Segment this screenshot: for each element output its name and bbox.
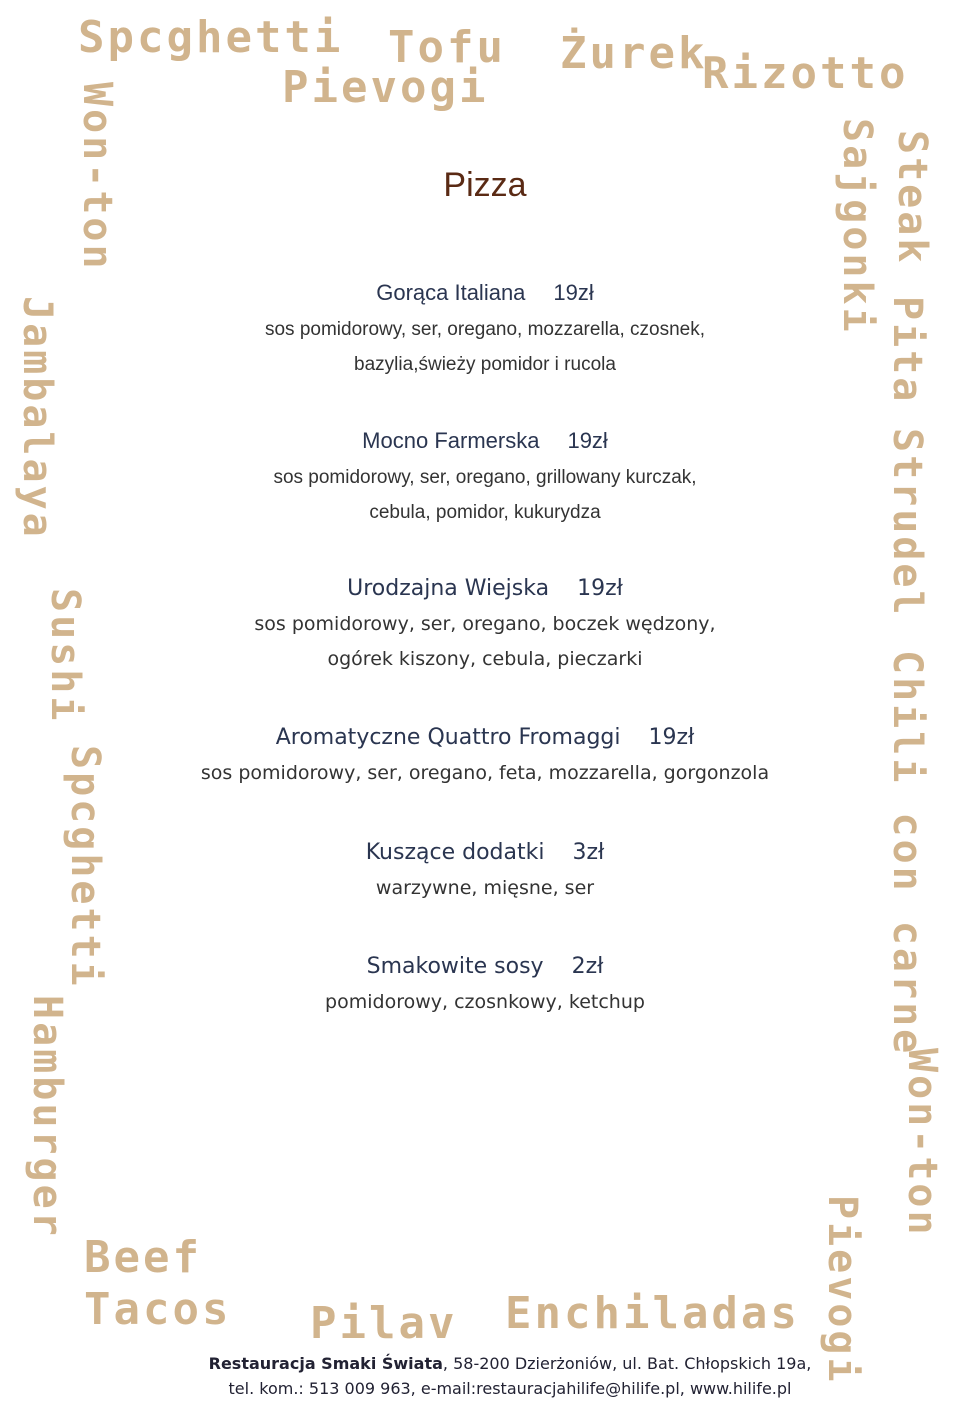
footer [190,1351,830,1401]
item-name: Smakowite sosy [366,954,544,979]
border-word-bottom: Pilav [310,1298,458,1349]
border-word-left: Won-ton [74,82,120,272]
border-word-left: Jambalaya [14,296,60,540]
menu-item [150,954,820,1020]
item-description: sos pomidorowy, ser, oregano, mozzarella, czosnek, [264,319,705,340]
item-price: 19zł [567,428,608,453]
item-price: 19zł [648,725,695,750]
restaurant-name: Restauracja Smaki Świata [208,1354,443,1373]
border-word-right: Pita [884,296,930,405]
item-description: cebula, pomidor, kukurydza [369,502,601,523]
border-word-top: Pievogi [282,62,489,113]
item-price: 2zł [571,954,604,979]
menu-item [150,576,820,677]
border-word-right: Won-ton [899,1048,945,1238]
border-word-top: Tofu [388,22,506,73]
menu-title: Pizza [443,166,527,204]
menu-item [150,840,820,906]
border-word-right: Steak [889,130,935,266]
item-name: Mocno Farmerska [362,428,540,453]
border-word-left: Hamburger [24,995,70,1239]
item-description: ogórek kiszony, cebula, pieczarki [327,648,643,670]
border-word-right: Pievogi [819,1195,865,1385]
border-word-top: Żurek [560,28,708,79]
item-description: bazylia,świeży pomidor i rucola [354,354,616,375]
restaurant-address: , 58-200 Dzierżoniów, ul. Bat. Chłopskich 19a, [442,1354,812,1373]
item-description: pomidorowy, czosnkowy, ketchup [325,991,645,1013]
border-word-top: Spcghetti [78,12,344,63]
menu-item [150,428,820,530]
border-word-bottom: Beef [84,1232,202,1283]
item-name: Gorąca Italiana [376,280,526,305]
item-price: 19zł [577,576,623,601]
item-description: sos pomidorowy, ser, oregano, grillowany kurczak, [273,467,697,488]
border-word-right: Strudel [884,428,930,618]
item-name: Kuszące dodatki [365,840,545,865]
border-word-right: Sajgonki [834,118,880,335]
border-word-top: Rizotto [702,48,909,99]
border-word-left: Spcghetti [62,745,108,989]
menu-item [150,725,820,791]
border-word-left: Sushi [42,588,88,724]
item-price: 3zł [572,840,605,865]
item-name: Aromatyczne Quattro Fromaggi [275,725,621,750]
menu-item [150,280,820,382]
item-description: sos pomidorowy, ser, oregano, feta, mozzarella, gorgonzola [200,762,770,784]
border-word-bottom: Enchiladas [505,1288,800,1339]
border-word-bottom: Tacos [84,1284,232,1335]
item-description: sos pomidorowy, ser, oregano, boczek wędzony, [254,613,716,635]
restaurant-contact: tel. kom.: 513 009 963, e-mail:restauracjahilife@hilife.pl, www.hilife.pl [228,1379,792,1398]
border-word-right: Chili con carne [884,650,930,1057]
item-price: 19zł [553,280,594,305]
item-name: Urodzajna Wiejska [347,576,550,601]
item-description: warzywne, mięsne, ser [375,877,595,899]
